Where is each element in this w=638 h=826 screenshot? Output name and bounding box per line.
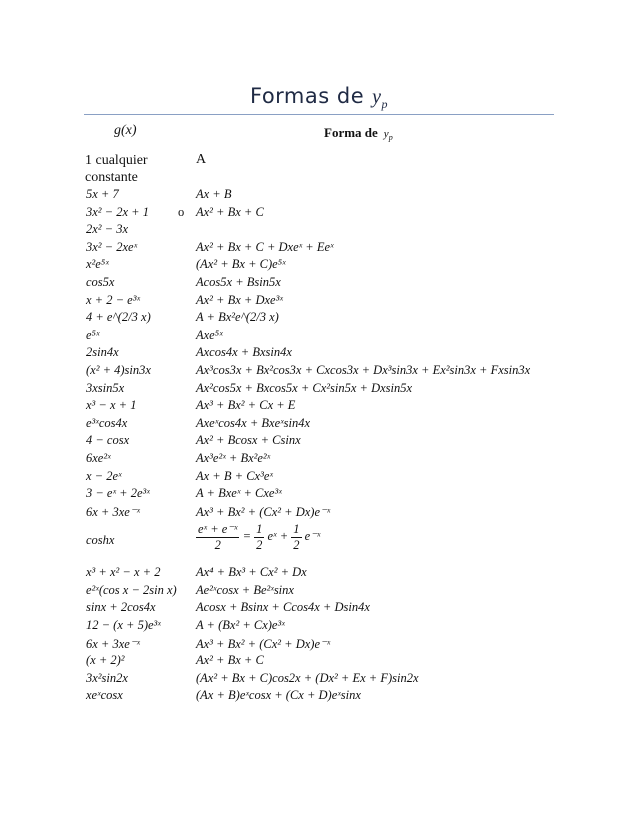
row-form: Ax² + Bcosx + Csinx — [196, 433, 301, 448]
row-form: Acos5x + Bsin5x — [196, 274, 281, 289]
row-g: 2sin4x — [86, 345, 119, 360]
table-row — [86, 416, 556, 434]
row-g: (x + 2)² — [86, 653, 125, 668]
table-row — [86, 433, 556, 451]
cosh-fraction: $\frac{\text{eˣ + e⁻ˣ}}{2}$ — [198, 522, 238, 553]
row-form: Axeˣcos4x + Bxeˣsin4x — [196, 415, 311, 430]
table-row — [86, 486, 556, 504]
row-g: 6x + 3xe⁻ˣ — [86, 504, 140, 519]
table-row — [86, 363, 556, 381]
table-row — [86, 671, 556, 689]
table-row — [86, 398, 556, 416]
row-g: 3xsin5x — [86, 380, 125, 395]
row-g: e²ˣ(cos x − 2sin x) — [86, 582, 177, 597]
table-row — [86, 618, 556, 636]
row-form: Ax³ + Bx² + (Cx² + Dx)e⁻ˣ — [196, 504, 331, 519]
row-form: Acosx + Bsinx + Ccos4x + Dsin4x — [196, 600, 370, 615]
table-row — [86, 310, 556, 328]
title-variable: $y_p$ — [372, 86, 389, 111]
row-g: 6x + 3xe⁻ˣ — [86, 636, 140, 651]
row-form: Ax² + Bx + C — [196, 204, 264, 219]
table-row — [86, 600, 556, 618]
table-row-cosh: coshx $\frac{\text{eˣ + e⁻ˣ}}{2}$ = $\frac{1}{2}$ eˣ + $\frac{1}{2}$ e⁻ˣ — [86, 521, 321, 553]
row-form: Ae²ˣcosx + Be²ˣsinx — [196, 582, 294, 597]
row-g: x³ + x² − x + 2 — [86, 565, 161, 580]
table-row — [86, 345, 556, 363]
first-row-g: 1 cualquier constante — [85, 153, 148, 185]
row-form: Ax³e²ˣ + Bx²e²ˣ — [196, 450, 271, 465]
row-g: 3x² − 2xeˣ — [86, 239, 138, 254]
row-form: A + Bxeˣ + Cxe³ˣ — [196, 486, 282, 501]
table-row — [86, 469, 556, 487]
row-g: 4 − cosx — [86, 433, 130, 448]
row-form: Ax + B — [196, 187, 232, 201]
row-g: 5x + 7 — [86, 187, 119, 201]
table-row — [86, 583, 556, 601]
column-header-forma: Forma de $y_p$ — [324, 125, 393, 143]
row-form: (Ax + B)eˣcosx + (Cx + D)eˣsinx — [196, 688, 361, 703]
page-title — [0, 84, 638, 112]
row-g: e⁵ˣ — [86, 327, 100, 342]
row-g: e³ˣcos4x — [86, 415, 128, 430]
row-g: 12 − (x + 5)e³ˣ — [86, 618, 161, 633]
row-g: 4 + e^(2/3 x) — [86, 310, 151, 325]
row-form: Ax⁴ + Bx³ + Cx² + Dx — [196, 565, 307, 580]
row-g: (x² + 4)sin3x — [86, 362, 151, 377]
table-row — [86, 222, 556, 240]
table-row — [86, 451, 556, 469]
row-g: x²e⁵ˣ — [86, 257, 109, 272]
row-form: (Ax² + Bx + C)e⁵ˣ — [196, 257, 286, 272]
table-row — [86, 275, 556, 293]
row-g: 3x²sin2x — [86, 670, 128, 685]
title-text: Formas de — [249, 84, 365, 108]
table-row — [86, 328, 556, 346]
table-row — [86, 636, 556, 654]
row-g: 3 − eˣ + 2e³ˣ — [86, 486, 150, 501]
table-row — [86, 257, 556, 275]
title-underline — [84, 114, 554, 115]
row-g: sinx + 2cos4x — [86, 600, 156, 615]
table-row — [86, 504, 556, 522]
table-row — [86, 688, 556, 706]
row-form: Axcos4x + Bxsin4x — [196, 345, 292, 360]
row-g: xeˣcosx — [86, 688, 123, 703]
table-row — [86, 653, 556, 671]
row-form: A + Bx²e^(2/3 x) — [196, 310, 279, 325]
row-or: o — [178, 204, 185, 219]
row-form: (Ax² + Bx + C)cos2x + (Dx² + Ex + F)sin2x — [196, 670, 419, 685]
row-form: Ax³ + Bx² + Cx + E — [196, 398, 296, 413]
row-form: Ax² + Bx + Dxe³ˣ — [196, 292, 283, 307]
row-form: Axe⁵ˣ — [196, 327, 223, 342]
row-g: x + 2 − e³ˣ — [86, 292, 140, 307]
forms-table — [86, 187, 556, 706]
table-row — [86, 187, 556, 205]
row-form: A + (Bx² + Cx)e³ˣ — [196, 618, 285, 633]
row-g: cos5x — [86, 274, 115, 289]
table-row — [86, 565, 556, 583]
row-g: x − 2eˣ — [86, 468, 122, 483]
table-row — [86, 293, 556, 311]
row-g: x³ − x + 1 — [86, 398, 137, 413]
first-row-f: A — [196, 152, 207, 167]
column-header-g: g(x) — [114, 123, 137, 138]
row-form: Ax² + Bx + C + Dxeˣ + Eeˣ — [196, 239, 334, 254]
table-row — [86, 381, 556, 399]
row-g: 3x² − 2x + 1 — [86, 204, 149, 219]
table-row — [86, 240, 556, 258]
row-g: 2x² − 3x — [86, 222, 129, 237]
row-g: 6xe²ˣ — [86, 450, 111, 465]
row-form: Ax³cos3x + Bx²cos3x + Cxcos3x + Dx³sin3x + Ex²sin3x + Fxsin3x — [196, 362, 531, 377]
row-form: Ax² + Bx + C — [196, 653, 264, 668]
row-form: Ax³ + Bx² + (Cx² + Dx)e⁻ˣ — [196, 636, 331, 651]
table-row — [86, 205, 556, 223]
row-form: Ax²cos5x + Bxcos5x + Cx²sin5x + Dxsin5x — [196, 380, 413, 395]
row-form: Ax + B + Cx³eˣ — [196, 468, 273, 483]
